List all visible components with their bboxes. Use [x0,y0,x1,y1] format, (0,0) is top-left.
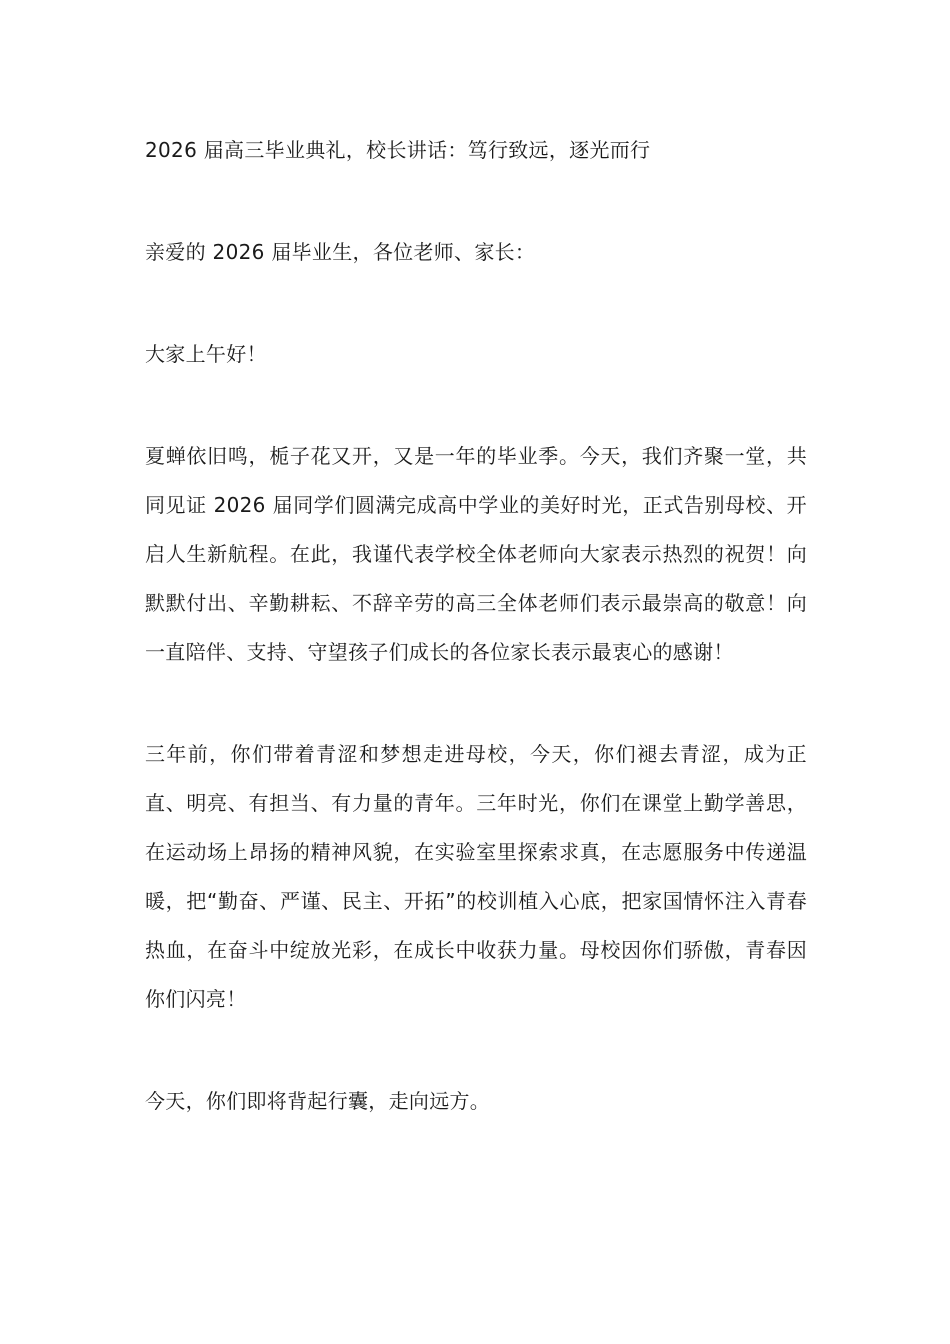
paragraph-spacer [145,379,807,432]
paragraph-spacer [145,277,807,330]
document-body [145,126,807,1126]
greeting: 大家上午好！ [145,342,267,366]
body-paragraph: 夏蝉依旧鸣，栀子花又开，又是一年的毕业季。今天，我们齐聚一堂，共同见证 2026 届同学们圆满完成高中学业的美好时光，正式告别母校、开启人生新航程。在此，我谨代表学校全体老师向大家表示热烈的祝贺！向默默付出、辛勤耕耘、不辞辛劳的高三全体老师们表示最崇高的敬意！向一直陪伴、支持、守望孩子们成长的各位家长表示最衷心的感谢！ [145,444,807,664]
salutation: 亲爱的 2026 届毕业生，各位老师、家长： [145,240,536,264]
paragraph-spacer [145,175,807,228]
body-paragraph: 三年前，你们带着青涩和梦想走进母校，今天，你们褪去青涩，成为正直、明亮、有担当、有力量的青年。三年时光，你们在课堂上勤学善思，在运动场上昂扬的精神风貌，在实验室里探索求真，在志愿服务中传递温暖，把“勤奋、严谨、民主、开拓”的校训植入心底，把家国情怀注入青春热血，在奋斗中绽放光彩，在成长中收获力量。母校因你们骄傲，青春因你们闪亮！ [145,742,807,1011]
body-paragraph: 今天，你们即将背起行囊，走向远方。 [145,1089,491,1113]
document-title: 2026 届高三毕业典礼，校长讲话：笃行致远，逐光而行 [145,138,651,162]
paragraph-spacer [145,677,807,730]
paragraph-spacer [145,1024,807,1077]
